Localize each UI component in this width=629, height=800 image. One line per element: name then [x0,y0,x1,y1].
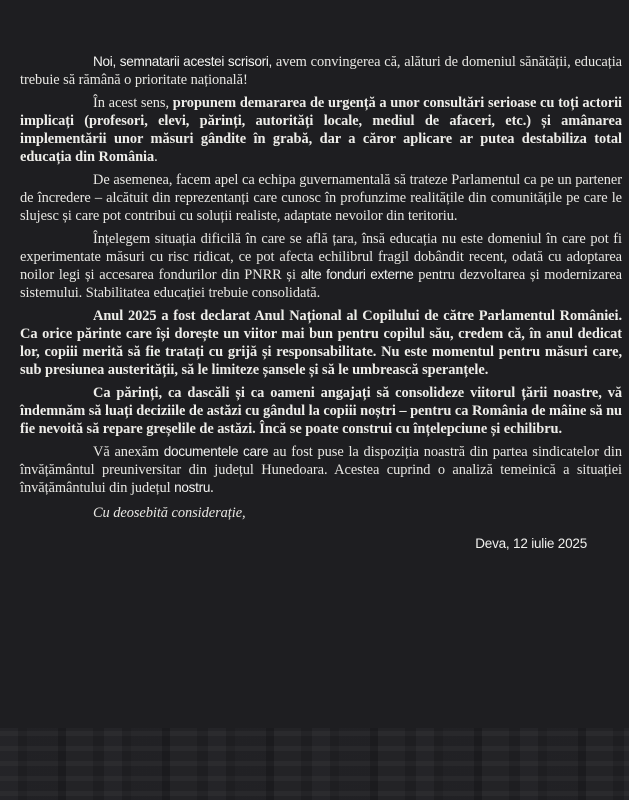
closing-salutation [20,504,622,522]
text-run: . [154,149,158,165]
text-run: pentru dezvoltarea și modernizarea sistemului. Stabilitatea educației trebuie consolidată. [20,267,622,301]
text-run: Înțelegem situația dificilă în care se află țara, însă educația nu este domeniul în care pot fi experimentate măsuri cu risc ridicat, ce pot afecta echilibrul fragil dobândit recent, odată cu adoptarea noilor legi și accesarea fondurilor din PNRR și [20,231,622,283]
text-run-inserted: Noi, semnatarii acestei scrisori, [93,54,273,69]
text-run: Vă anexăm [93,444,164,460]
text-run-inserted: alte fonduri externe [300,267,414,282]
redacted-noise-band [0,728,629,800]
text-run-inserted: documentele care [163,444,269,459]
paragraph-2 [20,94,622,166]
date-line: Deva, 12 iulie 2025 [475,536,587,551]
text-run: . [210,480,214,496]
text-run: În acest sens, [93,95,173,111]
paragraph-5 [20,307,622,379]
paragraph-6 [20,384,622,438]
text-run-bold: Anul 2025 a fost declarat Anul Național al Copilului de către Parlamentul României. Ca orice părinte care își dorește un viitor mai bun pentru copilul său, credem că, în anul dedicat lor, copiii merită să fie tratați cu grijă și responsabilitate. Nu este momentul pentru măsuri care, sub presiunea austerității, să le limiteze șansele și să le umbrească speranțele. [20,308,622,378]
text-run: De asemenea, facem apel ca echipa guvernamentală să trateze Parlamentul ca pe un partener de încredere – alcătuit din reprezentanți care cunosc în profunzime realitățile din comunitățile pe care le slujesc și care pot contribui cu soluții realiste, adaptate nevoilor din teritoriu. [20,172,622,224]
text-run: au fost puse la dispoziția noastră din partea sindicatelor din învățământul preuniversitar din județul Hunedoara. Acestea cuprind o analiză temeinică a situației învățământului din județul [20,444,623,496]
text-run-inserted: nostru [174,480,211,495]
paragraph-7 [20,443,622,497]
paragraph-4 [20,230,622,302]
text-run: avem convingerea că, alături de domeniul sănătății, educația trebuie să rămână o prioritate națională! [20,54,623,88]
text-run-bold: Ca părinți, ca dascăli și ca oameni angajați să consolideze viitorul țării noastre, vă îndemnăm să luați deciziile de astăzi cu gândul la copiii noștri – pentru ca România de mâine să nu fie nevoită să repare greșelile de astăzi. Încă se poate construi cu înțelepciune și echilibru. [20,385,622,437]
text-run-italic: Cu deosebită considerație, [93,505,246,521]
paragraph-1 [20,53,622,89]
letter-body [20,53,622,522]
paragraph-3 [20,171,622,225]
text-run-bold: propunem demararea de urgență a unor consultări serioase cu toți actorii implicați (profesori, elevi, părinți, autorități locale, mediul de afaceri, etc.) și amânarea implementării unor măsuri gândite în grabă, dar a căror aplicare ar putea destabiliza total educația din România [20,95,622,165]
